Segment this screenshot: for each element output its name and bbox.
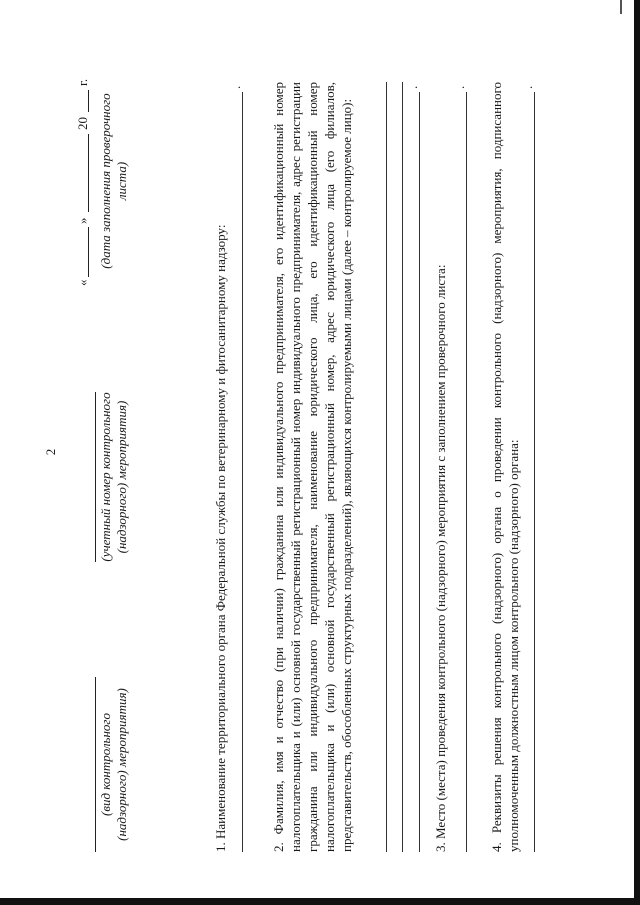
page-number: 2 <box>43 448 58 456</box>
date-month-blank <box>88 134 89 212</box>
section-1-text: 1. Наименование территориального органа Федеральной службы по ветеринарному и фитосанитарному надзору: <box>213 224 228 852</box>
section-4-end-mark: . <box>520 85 535 89</box>
scan-edge-bottom <box>0 898 640 905</box>
section-1-line <box>242 92 243 852</box>
date-open-quote: « <box>75 279 90 286</box>
date-year-blank <box>88 90 89 112</box>
section-2-end-mark: . <box>405 85 420 89</box>
number-caption: (учетный номер контрольного (надзорного) мероприятия) <box>98 392 129 562</box>
section-2-text: 2. Фамилия, имя и отчество (при наличии) гражданина или индивидуального предпринимателя, его идентификационный номер налогоплательщика и (или) основной государственный регистрационный номер индивидуального предпринимателя, адрес регистрации гражданина или индивидуального предпринимателя, наименование юридического лица, его идентификационный номер налогоплательщика и (или) основной государственный регистрационный номер, адрес юридического лица (его филиалов, представительств, обособленных структурных подразделений), являющихся контролируемыми лицами (далее – контролируемое лицо): <box>271 82 354 852</box>
scan-edge-right <box>634 0 640 905</box>
kind-blank-line <box>95 677 96 852</box>
section-4-line <box>534 92 535 852</box>
kind-caption: (вид контрольного (надзорного) мероприятия) <box>98 688 129 841</box>
section-1-end-mark: . <box>228 85 243 89</box>
number-blank-line <box>95 392 96 562</box>
date-close-quote: » <box>75 217 90 224</box>
date-year-suffix: г. <box>75 78 90 86</box>
document-page <box>30 12 610 892</box>
date-day-blank <box>88 227 89 277</box>
date-year-prefix: 20 <box>75 117 90 130</box>
section-4-text: 4. Реквизиты решения контрольного (надзорного) органа о проведении контрольного (надзорного) мероприятия, подписанного уполномоченным должностным лицом контрольного (надзорного) органа: <box>489 82 521 852</box>
section-2-line-1 <box>386 82 387 852</box>
section-3-text: 3. Место (места) проведения контрольного (надзорного) мероприятия с заполнением проверочного листа: <box>433 264 448 852</box>
section-3-end-mark: . <box>452 85 467 89</box>
section-3-line <box>466 92 467 852</box>
section-2-line-3 <box>419 92 420 852</box>
section-2-line-2 <box>402 82 403 852</box>
date-caption: (дата заполнения проверочного листа) <box>98 93 129 269</box>
sheet-mark <box>620 0 622 14</box>
